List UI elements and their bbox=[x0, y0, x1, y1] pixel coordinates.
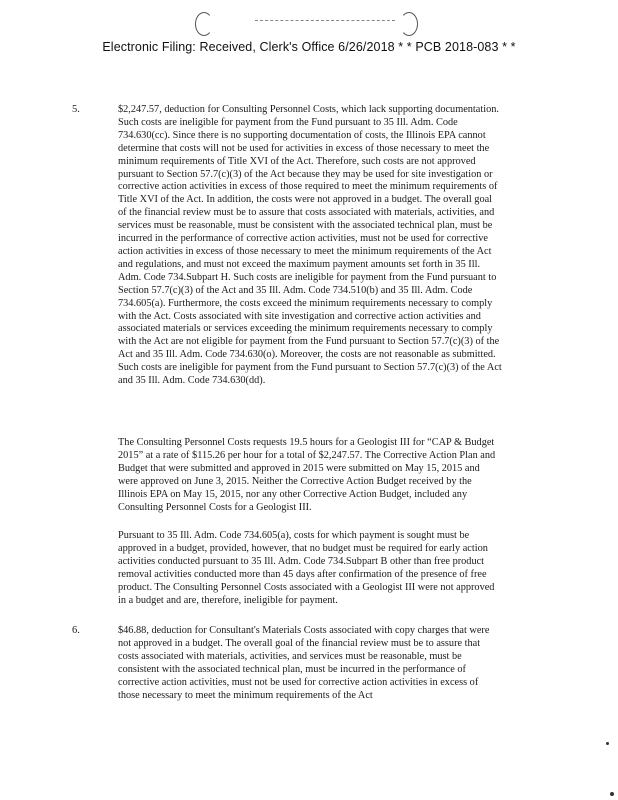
item-5-paragraph-3 bbox=[118, 530, 502, 607]
paragraph-text: $46.88, deduction for Consultant's Materials Costs associated with copy charges that were not approved in a budget. The overall goal of the financial review must be to assure that costs associated with materials, activities, and services must be reasonable, must be consistent with the associated technical plan, must be incurred in the performance of corrective action activities, must not be used for corrective action activities in excess of those necessary to meet the minimum requirements of the Act bbox=[118, 625, 490, 701]
paragraph-text: Pursuant to 35 Ill. Adm. Code 734.605(a), costs for which payment is sought must be approved in a budget, provided, however, that no budget must be required for early action activities conducted pursuant to 35 Ill. Adm. Code 734.Subpart B other than free product removal activities conducted more than 45 days after confirmation of the presence of free product. The Consulting Personnel Costs associated with a Geologist III were not approved in a budget and are, therefore, ineligible for payment. bbox=[118, 530, 495, 606]
paragraph-text: $2,247.57, deduction for Consulting Personnel Costs, which lack supporting documentation. Such costs are ineligible for payment from the Fund pursuant to 35 Ill. Adm. Code 734.630(cc). Since there is no supporting documentation of costs, the Illinois EPA cannot determine that costs will not be used for activities in excess of those necessary to meet the minimum requirements of Title XVI of the Act. Therefore, such costs are not approved pursuant to Section 57.7(c)(3) of the Act because they may be used for site investigation or corrective action activities in excess of those required to meet the minimum requirements of Title XVI of the Act. In addition, the costs were not approved in a budget. The overall goal of the financial review must be to assure that costs associated with materials, activities, and services must be reasonable, must be consistent with the associated technical plan, must be incurred in the performance of corrective action activities, must not be used for corrective action activities in excess of those necessary to meet the minimum requirements of the Act and regulations, and must not exceed the maximum payment amounts set forth in 35 Ill. Adm. Code 734.Subpart H. Such costs are ineligible for payment from the Fund pursuant to Section 57.7(c)(3) of the Act and 35 Ill. Adm. Code 734.510(b) and 35 Ill. Adm. Code 734.605(a). Furthermore, the costs exceed the minimum requirements necessary to comply with the Act. Costs associated with site investigation and corrective action activities and associated materials or services exceeding the minimum requirements necessary to comply with the Act are not eligible for payment from the Fund pursuant to Section 57.7(c)(3) of the Act and 35 Ill. Adm. Code 734.630(o). Moreover, the costs are not reasonable as submitted. Such costs are ineligible for payment from the Fund pursuant to Section 57.7(c)(3) of the Act and 35 Ill. Adm. Code 734.630(dd). bbox=[118, 104, 502, 387]
item-number-5: 5. bbox=[72, 104, 80, 115]
punch-hole-right bbox=[400, 12, 418, 36]
item-6-paragraph-1 bbox=[118, 625, 502, 702]
item-number-6: 6. bbox=[72, 625, 80, 636]
scan-top-line bbox=[255, 20, 395, 21]
scan-speck bbox=[610, 792, 614, 796]
scan-speck bbox=[606, 742, 609, 745]
item-5-paragraph-1 bbox=[118, 104, 502, 388]
punch-hole-left bbox=[195, 12, 213, 36]
item-5-paragraph-2 bbox=[118, 437, 502, 514]
filing-header: Electronic Filing: Received, Clerk's Office 6/26/2018 * * PCB 2018-083 * * bbox=[102, 40, 516, 54]
paragraph-text: The Consulting Personnel Costs requests 19.5 hours for a Geologist III for “CAP & Budget 2015” at a rate of $115.26 per hour for a total of $2,247.57. The Corrective Action Plan and Budget that were submitted and approved in 2015 were submitted on May 15, 2015 and were approved on June 3, 2015. Neither the Corrective Action Budget received by the Illinois EPA on May 15, 2015, nor any other Corrective Action Budget, included any Consulting Personnel Costs for a Geologist III. bbox=[118, 437, 496, 513]
